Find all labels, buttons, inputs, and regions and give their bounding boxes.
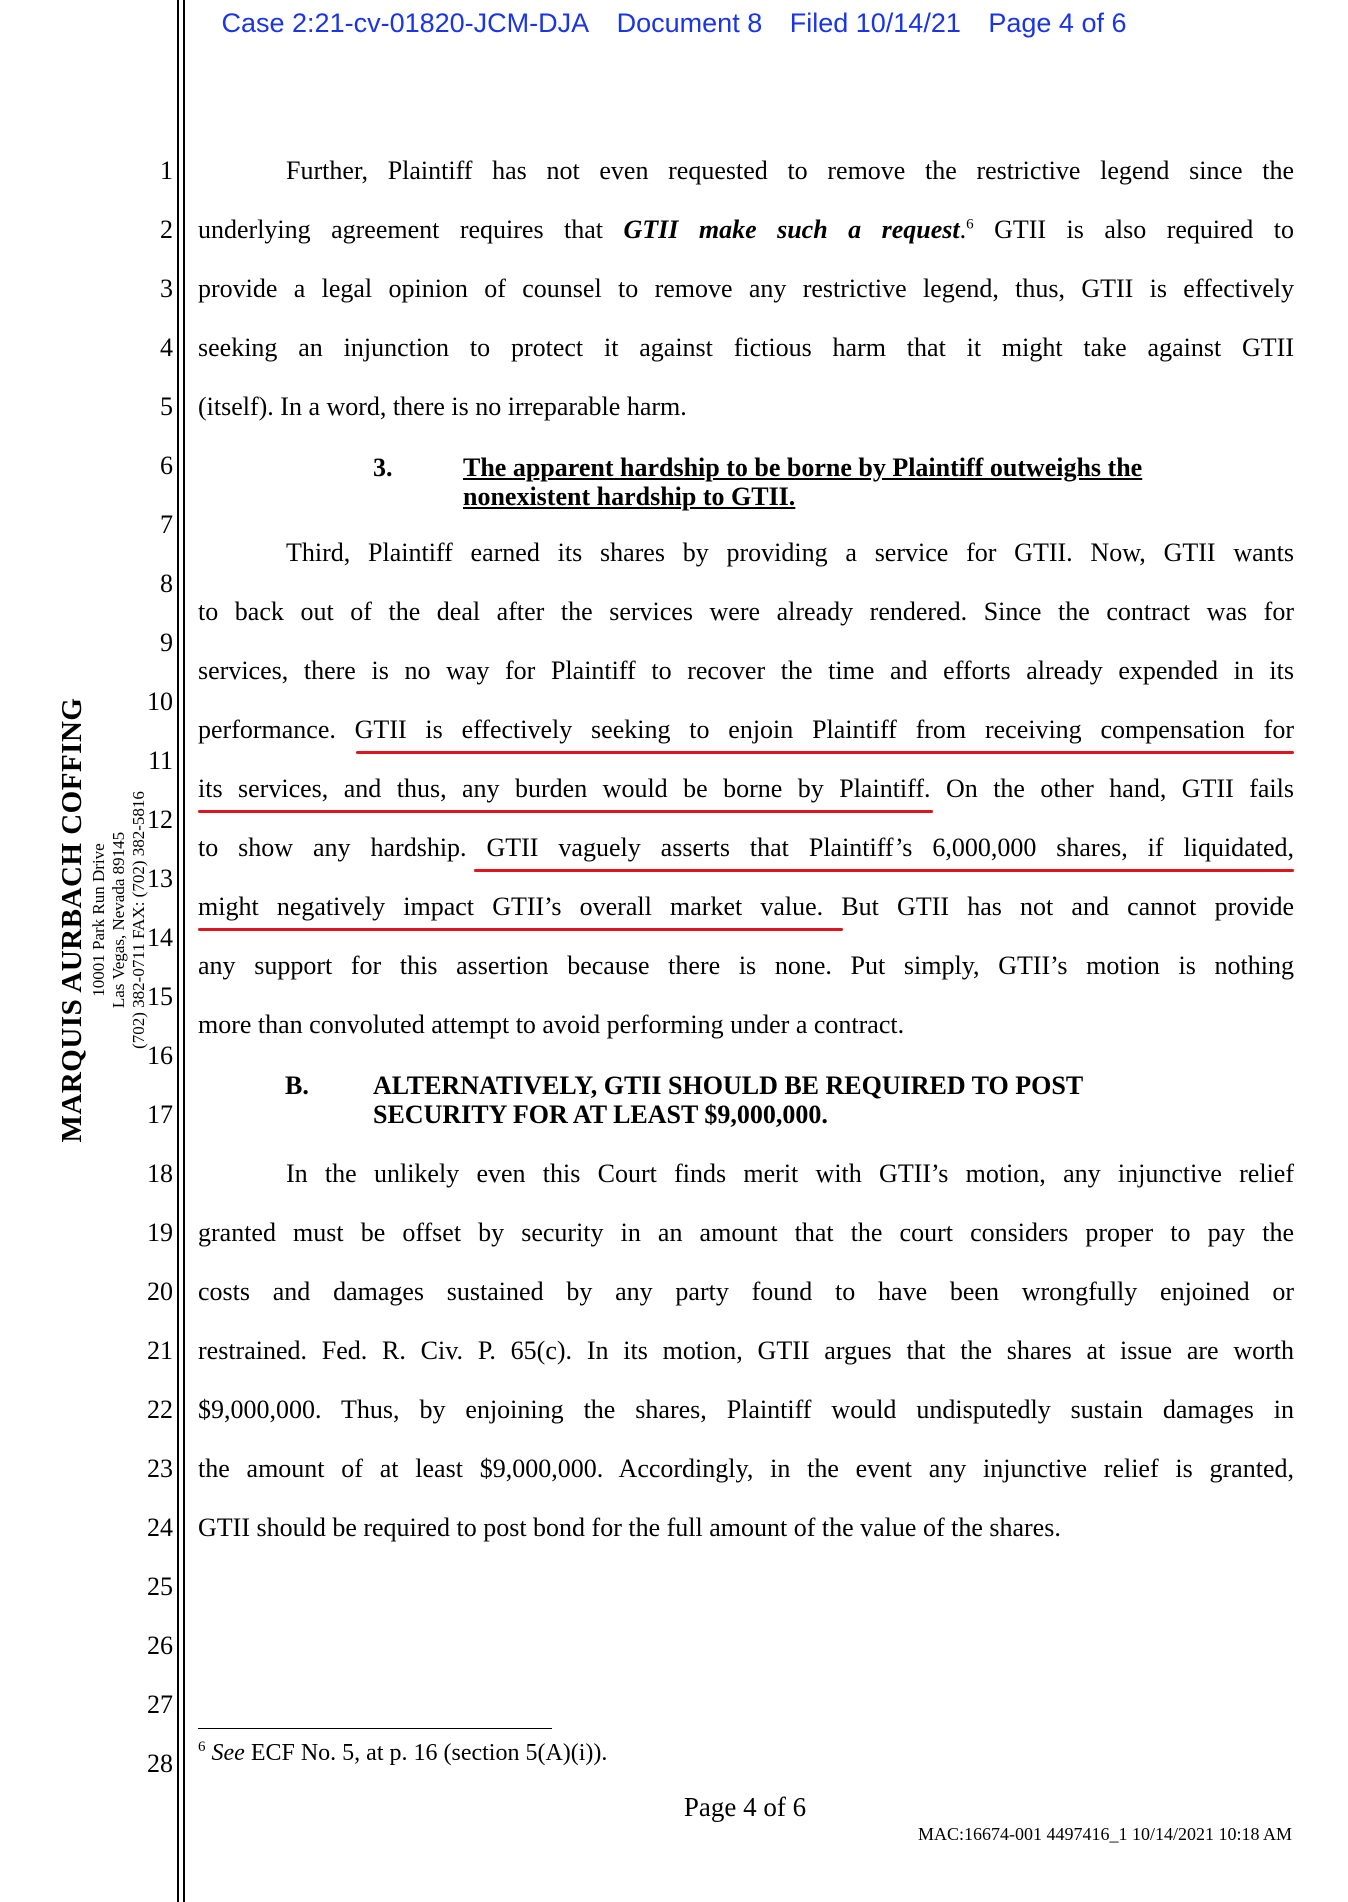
body-line: performance. GTII is effectively seeking to enjoin Plaintiff from receiving compensation for [198, 715, 1294, 744]
body-line: the amount of at least $9,000,000. Accordingly, in the event any injunctive relief is granted, [198, 1454, 1294, 1483]
header-page: Page 4 of 6 [988, 8, 1127, 38]
text-run: . [959, 215, 967, 244]
body-line: to show any hardship. GTII vaguely asserts that Plaintiff’s 6,000,000 shares, if liquidated, [198, 833, 1294, 862]
line-number: 1 [160, 156, 173, 185]
body-line: Further, Plaintiff has not even requested to remove the restrictive legend since the [286, 156, 1294, 185]
footnote [198, 1740, 607, 1767]
line-number: 25 [147, 1572, 173, 1601]
document-number: Document 8 [616, 8, 763, 38]
line-number: 4 [160, 333, 173, 362]
emphasis-text: GTII make such a request [623, 215, 960, 244]
footer-page-number: Page 4 of 6 [683, 1792, 807, 1822]
section-heading-b [285, 1071, 1285, 1129]
body-line: provide a legal opinion of counsel to remove any restrictive legend, thus, GTII is effectively [198, 274, 1294, 303]
line-number: 17 [147, 1100, 173, 1129]
line-number: 18 [147, 1159, 173, 1188]
margin-line [177, 0, 179, 1902]
body-line: Third, Plaintiff earned its shares by providing a service for GTII. Now, GTII wants [286, 538, 1294, 567]
line-number: 20 [147, 1277, 173, 1306]
line-number: 27 [147, 1690, 173, 1719]
line-number: 7 [160, 510, 173, 539]
heading-line: SECURITY FOR AT LEAST $9,000,000. [373, 1100, 828, 1129]
body-line [198, 215, 1294, 245]
footnote-text: ECF No. 5, at p. 16 (section 5(A)(i)). [244, 1740, 608, 1766]
highlight-underline [198, 928, 843, 931]
line-number: 19 [147, 1218, 173, 1247]
body-line: any support for this assertion because there is none. Put simply, GTII’s motion is nothing [198, 951, 1294, 980]
filed-date: Filed 10/14/21 [789, 8, 961, 38]
body-line: (itself). In a word, there is no irreparable harm. [198, 392, 687, 421]
line-number: 3 [160, 274, 173, 303]
line-number: 2 [160, 215, 173, 244]
line-number: 22 [147, 1395, 173, 1424]
body-line: GTII should be required to post bond for the full amount of the value of the shares. [198, 1513, 1061, 1542]
heading-number: B. [285, 1071, 309, 1100]
line-number: 8 [160, 569, 173, 598]
text-run: GTII is also required to [973, 215, 1294, 244]
highlight-underline [356, 751, 1294, 754]
body-line: $9,000,000. Thus, by enjoining the shares, Plaintiff would undisputedly sustain damages in [198, 1395, 1294, 1424]
line-number: 9 [160, 628, 173, 657]
body-line: granted must be offset by security in an amount that the court considers proper to pay the [198, 1218, 1294, 1247]
footnote-rule [198, 1728, 552, 1729]
line-number: 11 [147, 746, 173, 775]
body-line: to back out of the deal after the services were already rendered. Since the contract was for [198, 597, 1294, 626]
firm-address-1: 10001 Park Run Drive [89, 843, 108, 997]
footnote-signal: See [211, 1740, 245, 1766]
highlight-underline [198, 810, 933, 813]
line-number: 26 [147, 1631, 173, 1660]
line-number: 12 [147, 805, 173, 834]
body-line: more than convoluted attempt to avoid performing under a contract. [198, 1010, 905, 1039]
line-number: 15 [147, 982, 173, 1011]
text-run: underlying agreement requires that [198, 215, 624, 244]
line-number: 28 [147, 1749, 173, 1778]
body-line: restrained. Fed. R. Civ. P. 65(c). In its motion, GTII argues that the shares at issue are worth [198, 1336, 1294, 1365]
firm-phone: (702) 382-0711 FAX: (702) 382-5816 [129, 791, 148, 1049]
heading-line: ALTERNATIVELY, GTII SHOULD BE REQUIRED TO POST [373, 1071, 1084, 1100]
line-number: 14 [147, 923, 173, 952]
line-number: 24 [147, 1513, 173, 1542]
body-line: seeking an injunction to protect it against fictious harm that it might take against GTII [198, 333, 1294, 362]
line-number: 6 [160, 451, 173, 480]
heading-line: nonexistent hardship to GTII. [463, 482, 796, 511]
line-number: 10 [147, 687, 173, 716]
heading-line: The apparent hardship to be borne by Plaintiff outweighs the [463, 453, 1143, 482]
section-heading-3 [373, 453, 1273, 511]
body-line: services, there is no way for Plaintiff to recover the time and efforts already expended in its [198, 656, 1294, 685]
footnote-number: 6 [198, 1739, 206, 1755]
body-line: its services, and thus, any burden would be borne by Plaintiff. On the other hand, GTII fails [198, 774, 1294, 803]
line-number: 16 [147, 1041, 173, 1070]
footnote-ref: 6 [966, 216, 974, 233]
line-number: 5 [160, 392, 173, 421]
heading-number: 3. [373, 453, 393, 482]
footer-doc-id: MAC:16674-001 4497416_1 10/14/2021 10:18 AM [917, 1824, 1292, 1844]
filing-header [0, 8, 1348, 39]
body-line: In the unlikely even this Court finds merit with GTII’s motion, any injunctive relief [286, 1159, 1294, 1188]
body-line: might negatively impact GTII’s overall market value. But GTII has not and cannot provide [198, 892, 1294, 921]
line-number: 13 [147, 864, 173, 893]
case-number: Case 2:21-cv-01820-JCM-DJA [221, 8, 590, 38]
margin-line [183, 0, 185, 1902]
line-number: 23 [147, 1454, 173, 1483]
firm-name: MARQUIS AURBACH COFFING [56, 697, 88, 1143]
body-line: costs and damages sustained by any party found to have been wrongfully enjoined or [198, 1277, 1294, 1306]
line-number: 21 [147, 1336, 173, 1365]
firm-address-2: Las Vegas, Nevada 89145 [109, 831, 128, 1009]
highlight-underline [474, 869, 1294, 872]
